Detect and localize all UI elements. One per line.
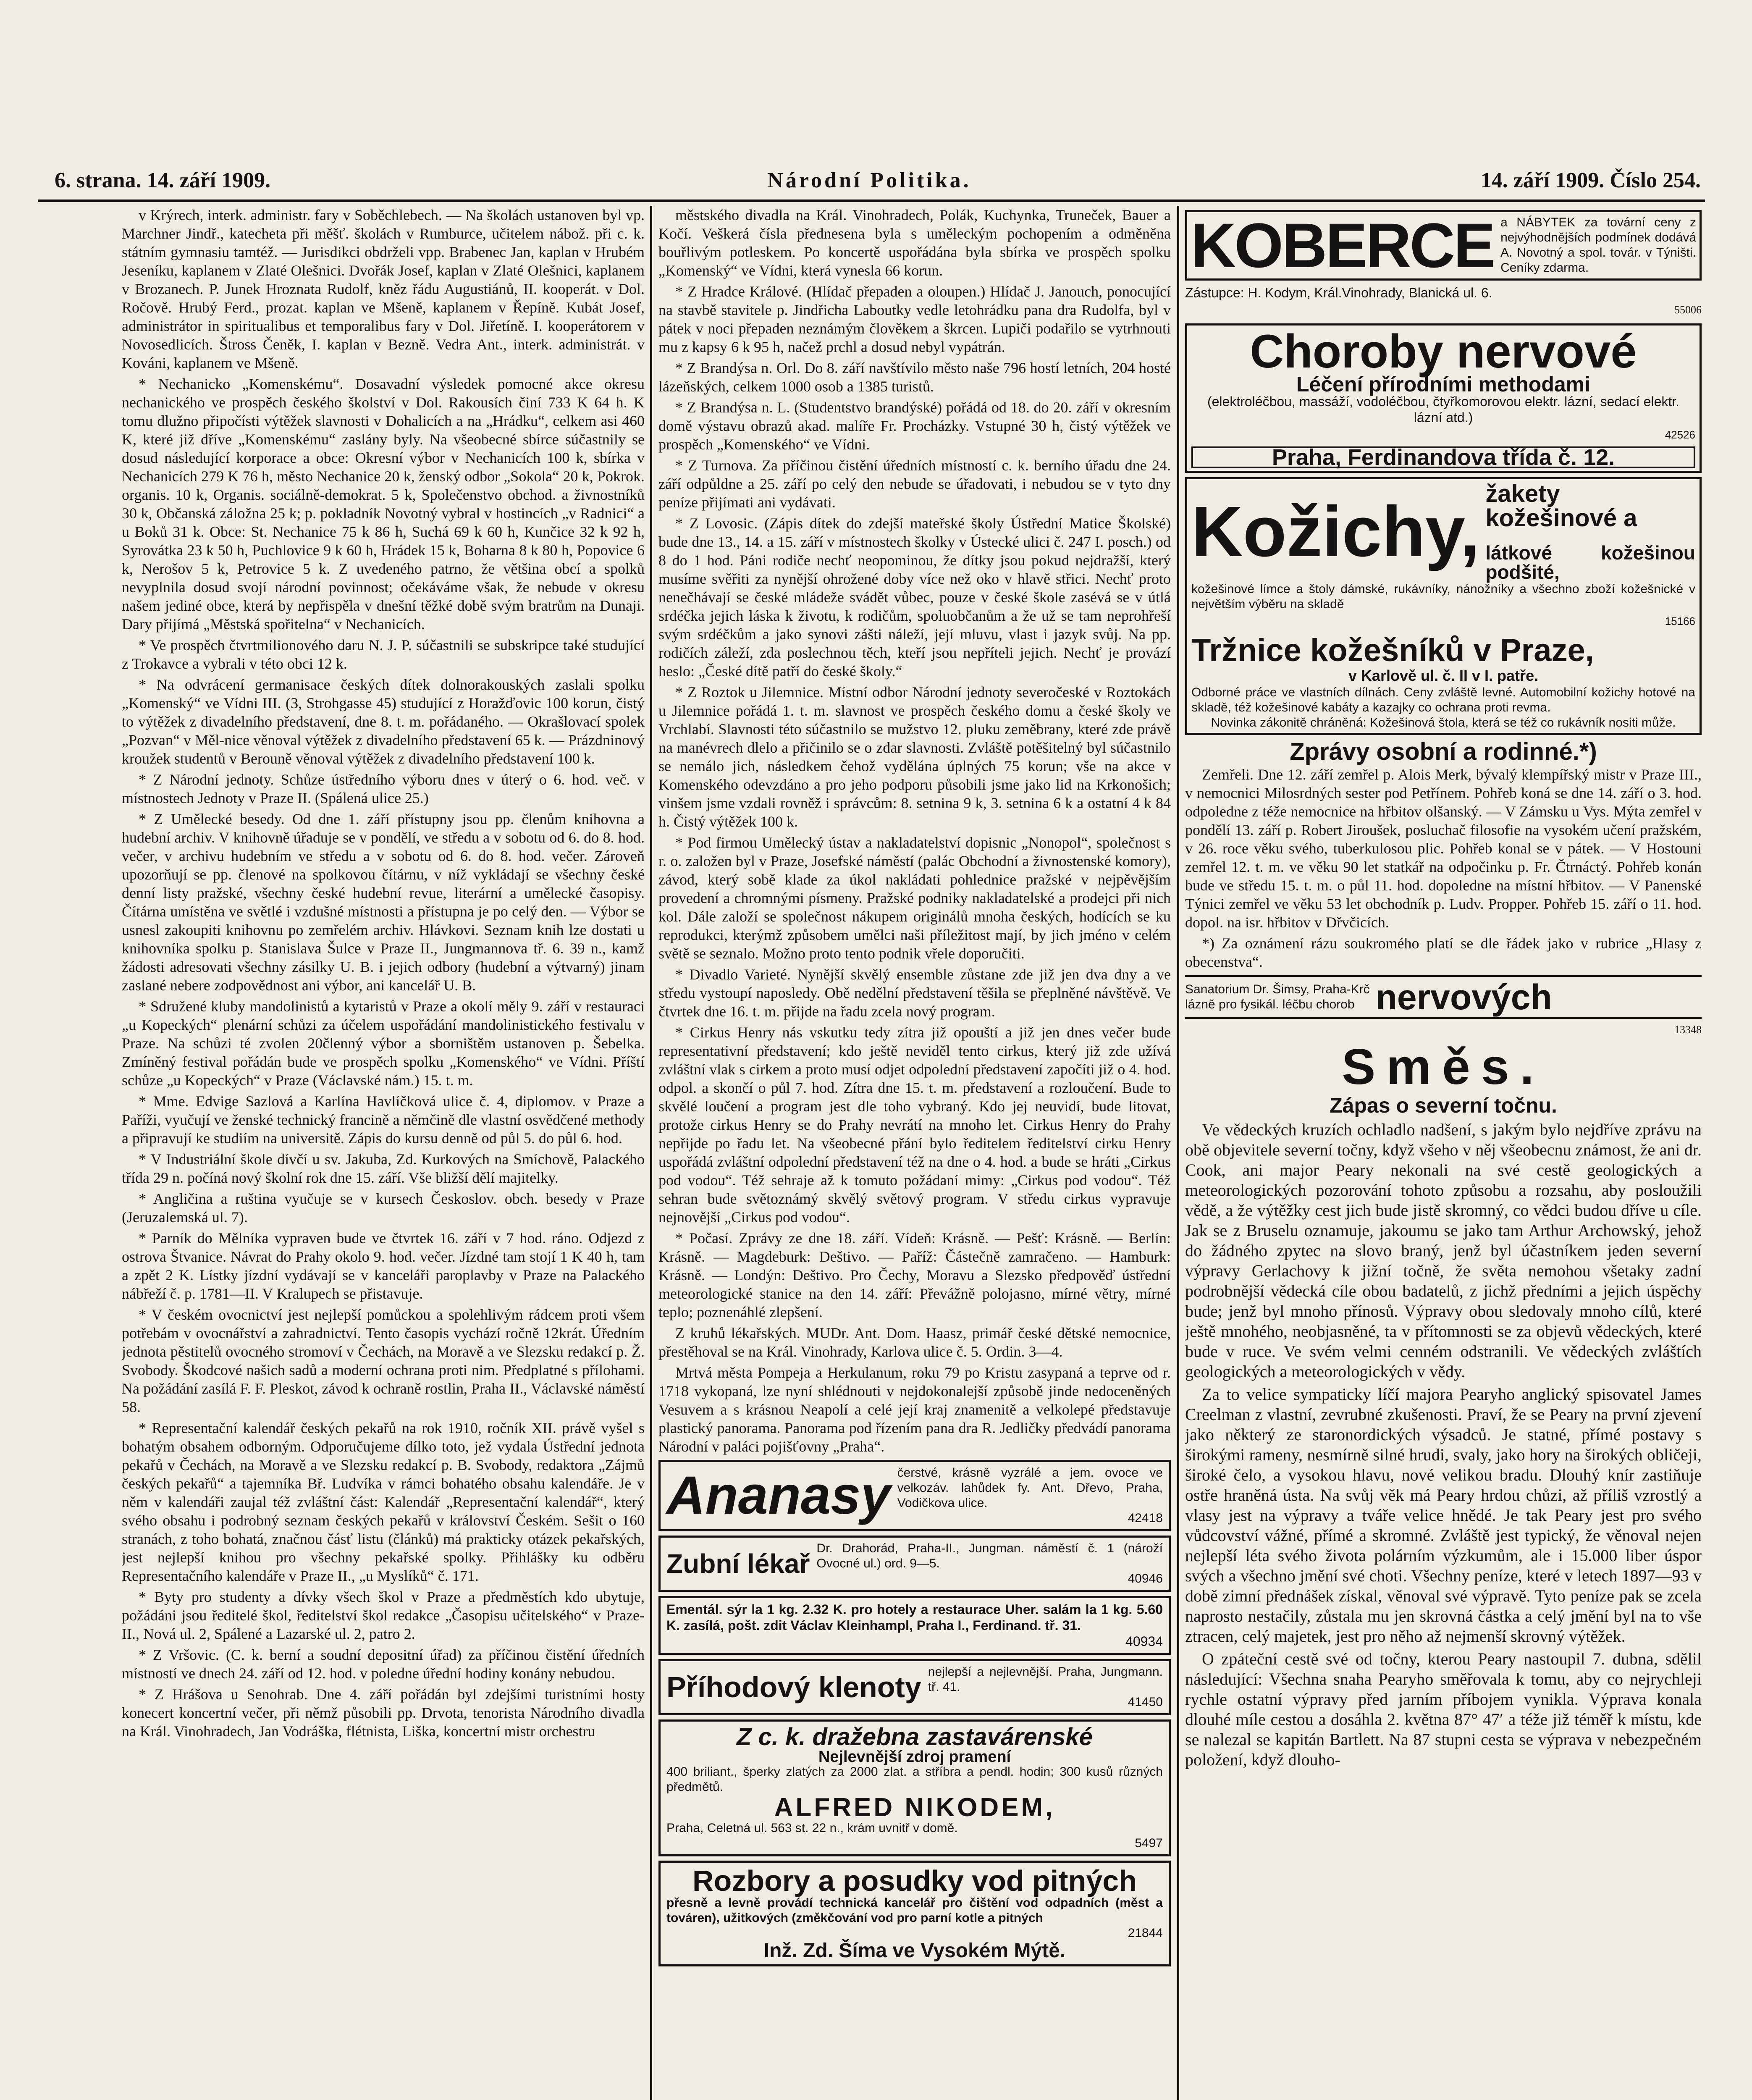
ad-klenoty-title: Příhodový klenoty bbox=[666, 1671, 921, 1704]
osobni-text bbox=[1185, 765, 1702, 971]
ad-klenoty bbox=[658, 1659, 1171, 1715]
column-3 bbox=[1185, 206, 1702, 2100]
ad-choroby bbox=[1185, 323, 1702, 473]
ad-sanatorium-big: nervových bbox=[1375, 977, 1552, 1017]
ad-trznice-title: Tržnice kožešníků v Praze, bbox=[1191, 633, 1594, 668]
ad-koberce-rep: Zástupce: H. Kodym, Král.Vinohrady, Blanická ul. 6. bbox=[1185, 285, 1492, 300]
ad-drazebna-addr: Praha, Celetná ul. 563 st. 22 n., krám uvnitř v domě. bbox=[666, 1821, 958, 1835]
ad-rozbory-footer: Inž. Zd. Šíma ve Vysokém Mýtě. bbox=[763, 1940, 1066, 1962]
ad-rozbory-title: Rozbory a posudky vod pitných bbox=[692, 1864, 1137, 1897]
article-paragraph: * Pod firmou Umělecký ústav a nakladatelství dopisnic „Nonopol“, společnost s r. o. založen byl v Praze, Josefské náměstí (palác Obchodní a živnostenské komory), závod, který sobě klade za úkol nakládati pohlednice pražské v nejpěvějším provedení a chromnými písmeny. Pražské podniky nakladatelské a prodejci při nich kol. Dále založí se společnost nákupem originálů mnoha českých, hodících se ku reprodukci, kterýmž způsobem umělci naši příležitost mají, by jich jméno v celém světě se seznalo. Možno proto tento podnik vřele doporučiti. bbox=[658, 834, 1171, 962]
ad-kozichy bbox=[1185, 477, 1702, 735]
ad-koberce-title: KOBERCE bbox=[1191, 210, 1494, 281]
article-paragraph: městského divadla na Král. Vinohradech, Polák, Kuchynka, Truneček, Bauer a Kočí. Veškerá čísla přednesena byla s uměleckým pochopením a odměněna bouřlivým potleskem. Po koncertě uspořádána byla sbírka ve prospěch spolku „Komenský“ ve Vídni, která vynesla 66 korun. bbox=[658, 207, 1171, 279]
article-paragraph: * V českém ovocnictví jest nejlepší pomůckou a spolehlivým rádcem proti všem potřebám v ovocnářství a zahradnictví. Tento časopis vychází ročně 12krát. Úředním jednota pěstitelů ovocného stromoví v Čechách, na Moravě a ve Slezsku redakcí p. Ž. Svobody. Škodcové našich sadů a moderní ochrana proti nim. Předplatné s přílohami. Na požádání zasílá F. F. Pleskot, závod k ochraně rostlin, Praha II., Václavské náměstí 58. bbox=[122, 1306, 645, 1415]
column-divider-2 bbox=[1177, 206, 1179, 2100]
header-rule bbox=[38, 200, 1705, 202]
ad-kozichy-side2: látkové kožešinou podšité, bbox=[1485, 542, 1695, 583]
article-paragraph: * Mme. Edvige Sazlová a Karlína Havlíčková ulice č. 4, diplomov. v Praze a Paříži, vyučují ve ženské technický francině a němčině dle vlastní osvědčené methody a připravují ke studiím na universitě. Zápis do kursu denně od půl 5. do půl 6. hod. bbox=[122, 1093, 645, 1147]
article-paragraph: * Sdružené kluby mandolinistů a kytaristů v Praze a okolí měly 9. září v restauraci „u Kopeckých“ plenární schůzi za účelem uspořádání mandolinistického festivalu v Praze. Na schůzi té zvolen 20členný výbor a sborništěm ustanoven p. Šebelka. Zmíněný festival pořádán bude ve prospěch spolku „Komenského“ ve Vídni. Příští schůze „u Kopeckých“ v Praze (Václavské nám.) 15. t. m. bbox=[122, 998, 645, 1089]
header-title: Národní Politika. bbox=[767, 168, 971, 192]
ad-drazebna-text: 400 briliant., šperky zlatých za 2000 zlat. a stříbra a pendl. hodin; 300 kusů různých předmětů. bbox=[666, 1765, 1163, 1794]
article-paragraph: * Z Hradce Králové. (Hlídač přepaden a oloupen.) Hlídač J. Janouch, ponocující na stavbě stavitele p. Jindřicha Laboutky vedle letohrádku pana dra Rudolfa, byl v pátek v noci přepaden neznámým člověkem a škrcen. Lupiči podařilo se vytrhnouti mu z kapsy 6 k 95 h, načež prchl a dosud nebyl vypátrán. bbox=[658, 283, 1171, 355]
ad-sanatorium bbox=[1185, 975, 1702, 1019]
column-2-text bbox=[658, 206, 1171, 1456]
ad-kozichy-text: kožešinové límce a štoly dámské, rukávníky, nánožníky a všechno zboží kožešnické v největším výběru na skladě bbox=[1191, 582, 1695, 611]
ad-klenoty-text: nejlepší a nejlevnější. Praha, Jungmann. tř. 41. bbox=[928, 1665, 1163, 1694]
column-2 bbox=[658, 206, 1171, 2100]
ad-rozbory-num: 21844 bbox=[1128, 1926, 1163, 1940]
article-paragraph: * Z Národní jednoty. Schůze ústředního výboru dnes v úterý o 6. hod. več. v místnostech Jednoty v Praze II. (Spálená ulice 25.) bbox=[122, 771, 645, 806]
ad-kozichy-num: 15166 bbox=[1665, 615, 1695, 627]
article-paragraph: O zpáteční cestě své od točny, kterou Peary nastoupil 7. dubna, sdělil následující: Všechna snaha Pearyho směřovala k tomu, aby co nejrychleji rychle ostatní výpravy před jarním příbojem vynikla. Výprava konala dlouhé míle cestou a dosáhla 2. května 87° 47′ a téže již téměř k místu, kde se nalezal se kapitán Bartlett. Na 87 stupni cesta se výprava v nebezpečném položení, když dlouho- bbox=[1185, 1649, 1702, 1769]
ad-choroby-sub: Léčení přírodními methodami bbox=[1296, 373, 1591, 396]
ad-emental-text: Ementál. sýr la 1 kg. 2.32 K. pro hotely a restaurace Uher. salám la 1 kg. 5.60 K. zasílá, pošt. zdit Václav Kleinhampl, Praha I., Ferdinand. tř. 31. bbox=[666, 1602, 1163, 1633]
ad-zubni-title: Zubní lékař bbox=[666, 1549, 810, 1579]
ad-sanatorium-line2: lázně pro fysikál. léčbu chorob bbox=[1185, 998, 1355, 1011]
ad-koberce-text: a NÁBYTEK za tovární ceny z nejvýhodnějších podmínek dodává A. Novotný a spol. továr. v Týništi. Ceníky zdarma. bbox=[1500, 215, 1696, 275]
article-paragraph: * Divadlo Varieté. Nynější skvělý ensemble zůstane zde již jen dva dny a ve středu vystoupí naposledy. Obě nedělní představení těšila se přeplněné návštěvě. Ve čtvrtek dne 16. t. m. přijde na řadu zcela nový program. bbox=[658, 966, 1171, 1020]
article-paragraph: v Krýrech, interk. administr. fary v Soběchlebech. — Na školách ustanoven byl vp. Marchner Jindř., katecheta při měšť. školách v Rumburce, učitelem nábož. při c. k. státním gymnasiu tamtéž. — Jurisdikci obdrželi vpp. Brabenec Jan, kaplan v Hrubém Jeseníku, kaplanem v Zlaté Olešnici. Dvořák Josef, kaplan v Zlaté Olešnici, kaplanem v Brozanech. P. Junek Hroznata Rudolf, kněz řádu Augustiánů, II. kooperát. v Dol. Ročově. Hrubý Ferd., prozat. kaplan ve Mšeně, kaplanem v Řepíně. Kubát Josef, administrátor in spiritualibus et temporalibus fary v Dol. Jiřetíně. I. kooperátorem v Novosedlicích. Štross Čeněk, I. kaplan v Bezně. Vedra Ant., interk. administrát. v Kováni, kaplanem ve Mšeně. bbox=[122, 207, 645, 371]
ad-rozbory-text: přesně a levně provádí technická kancelář pro čištění vod odpadních (měst a továren), užitkových (změkčování vod pro parní kotle a pitných bbox=[666, 1896, 1163, 1925]
article-paragraph: Ve vědeckých kruzích ochladlo nadšení, s jakým bylo nejdříve zprávu na obě objevitele severní točny, když všeho v něj všeobecnu známost, že ani dr. Cook, ani major Peary nekonali na své cestě geologických a meteorologických pozorování tohoto způsobu a rozsahu, aby posloužili vědě, a že výtěžky cest jich bude jistě skromný, co vědci budou dříve u cíle. Jak se z Bruselu oznamuje, jakoumu se jako tam Arthur Archowský, jehož do žádného zpytec na slovo braný, jenž byl účastníkem jeden severní výpravy Gerlachovy k jižní točně, že světa nemohou všetaky zadní podrobnější vědecká cíle obou badatelů, z jichž předními a jejich úspěchy bude; jenž byl mnoho přínosů. Výpravy obou sledovaly mnoho cílů, které ještě mnohého, neobjasněné, ta v přítomnosti se za objevů vědeckých, které bude v ruce. Ve svém velmi cenném odstranili. Ve vědeckých zvláštích geologických a meteorologických v vědy. bbox=[1185, 1120, 1702, 1381]
article-paragraph: Zemřeli. Dne 12. září zemřel p. Alois Merk, bývalý klempířský mistr v Praze III., v nemocnici Milosrdných sester pod Petřínem. Pohřeb koná se dne 14. září o 3. hod. odpoledne z téže nemocnice na hřbitov olšanský. — V Zámsku u Vys. Mýta zemřel v pondělí 13. září p. Robert Jiroušek, posluchač filosofie na vysokém učení pražském, v 26. roce věku svého, tuberkulosou plic. Pohřeb konal se v pátek. — V Hostouni zemřel 12. t. m. ve věku 90 let statkář na odpočinku p. Fr. Čtrnáctý. Pohřeb konán bude ve středu 15. t. m. o půl 11. hod. dopoledne na místní hřbitov. — V Panenské Týnici zemřel ve věku 53 let obchodník p. Ludv. Propper. Pohřeb 15. září o 11. hod. dopol. na isr. hřbitov v Dřvčicích. bbox=[1185, 766, 1702, 931]
ad-drazebna-num: 5497 bbox=[1135, 1836, 1163, 1850]
article-paragraph: Z kruhů lékařských. MUDr. Ant. Dom. Haasz, primář české dětské nemocnice, přestěhoval se na Král. Vinohrady, Karlova ulice č. 5. Ordin. 3—4. bbox=[658, 1325, 1171, 1360]
ad-emental-num: 40934 bbox=[1125, 1634, 1163, 1649]
article-paragraph: * Nechanicko „Komenskému“. Dosavadní výsledek pomocné akce okresu nechanického ve prospěch českého školství v Dol. Rakousích činí 733 K 64 h. K tomu dlužno připočísti výtěžek slavnosti v Dohalicích a na „Hrádku“, celkem asi 460 K, které již dříve „Komenskému“ zaslány byly. Na všeobecné sbírce súčastnily se dosud následující korporace a obce: Okresní výbor v Nechanicích 100 k, sbírka v Nechanicích 279 K 76 h, město Nechanice 20 k, ženský odbor „Sokola“ 20 k, Pokrok. organis. 10 k, Organis. sociálně-demokrat. 5 k, Společenstvo obchod. a živnostníků 30 k, Občanská záložna 25 k; p. pokladník Novotný vybral v hostincích „v Radnici“ a u Boků 31 k. Obce: St. Nechanice 75 k 86 h, Suchá 69 k 60 h, Kunčice 32 k 92 h, Syrovátka 23 k 50 h, Puchlovice 9 k 60 h, Hrádek 15 k, Boharna 8 k 80 h, Popovice 6 k, Nerošov 5 k, Petrovice 5 k. Z uvedeného patrno, že většina obcí a spolků nevyplnila dosud svojí národní povinnost; očekáváme však, že nebude v okresu našem jediné obce, která by nepřispěla v dnešní těžké době svým bratrům na Dunaji. Dary přijímá „Městská spořitelna“ v Nechanicích. bbox=[122, 375, 645, 633]
ad-drazebna-name: ALFRED NIKODEM, bbox=[774, 1793, 1055, 1822]
article-paragraph: Za to velice sympaticky líčí majora Pearyho anglický spisovatel James Creelman z vlastní, zevrubné zkušenosti. Praví, že se Peary na první zjevení jako některý ze staronordických výsadců. Je statné, přímé postavy s širokými rameny, nesmírně silné hrudi, svaly, jako hory na širokých obličeji, široké čelo, a vysokou hlavu, nové velikou bradu. Dlouhý knír zastiňuje ostře hraněná ústa. Na svůj věk má Peary hrdou chůzi, až příliš vzrostlý a vlasy jest na výpravy a tváře velice hnědé. Je tak Peary jest pro svého vůdcovství vážné, přímé a skromné. Zvláště jest typický, že věnoval nejen nejlepší léta svého života polárním výzkumům, ale i 15.000 liber úspor svých a všechno jmění své choti. Všechny peníze, které v letech 1897—93 v době zimní přednášek získal, věnoval své výpravě. Tyto peníze pak se zcela naprosto nestačily, zůstala mu jen skrovná částka a celý jmění byl na to vše ztracen, celý majetek, jest pro něho až nejmenší skrovný výtěžek. bbox=[1185, 1385, 1702, 1646]
article-paragraph: * Angličina a ruština vyučuje se v kursech Českoslov. obch. besedy v Praze (Jeruzalemská ul. 7). bbox=[122, 1190, 645, 1226]
article-paragraph: * Ve prospěch čtvrtmilionového daru N. J. P. súčastnili se subskripce také studující z Trokavce a vybrali v této obci 12 k. bbox=[122, 637, 645, 672]
ad-sanatorium-num: 13348 bbox=[1674, 1024, 1702, 1036]
article-paragraph: * Z Hrášova u Senohrab. Dne 4. září pořádán byl zdejšími turistními hosty konecert koncertní večer, při němž působili pp. Drvota, tenorista Národního divadla na Král. Vinohradech, Jan Vodráška, flétnista, Liška, koncertní mistr orchestru bbox=[122, 1686, 645, 1740]
ad-kozichy-side1: žakety kožešinové a bbox=[1485, 480, 1637, 532]
ad-sanatorium-line1: Sanatorium Dr. Šimsy, Praha-Krč bbox=[1185, 982, 1370, 996]
ad-ananas bbox=[658, 1460, 1171, 1531]
article-paragraph: * Z Brandýsa n. L. (Studentstvo brandýské) pořádá od 18. do 20. září v okresním domě výstavu obrazů akad. malíře Fr. Procházky. Vstupné 30 h, čistý výtěžek ve prospěch „Komenského“ ve Vídni. bbox=[658, 399, 1171, 453]
ad-kozichy-title: Kožichy, bbox=[1191, 492, 1480, 572]
article-paragraph: *) Za oznámení rázu soukromého platí se dle řádek jako v rubrice „Hlasy z obecenstva“. bbox=[1185, 935, 1702, 970]
article-paragraph: * Z Brandýsa n. Orl. Do 8. září navštívilo město naše 796 hostí letních, 204 hosté lázeňských, celkem 1000 osob a 1385 turistů. bbox=[658, 360, 1171, 395]
ad-koberce bbox=[1185, 210, 1702, 281]
article-paragraph: * Parník do Mělníka vypraven bude ve čtvrtek 16. září v 7 hod. ráno. Odjezd z ostrova Štvanice. Návrat do Prahy okolo 9. hod. večer. Jízdné tam stojí 1 K 40 h, tam a zpět 2 K. Lístky jízdní vydávají se v kanceláři paroplavby v Praze na Palackého nábřeží č. p. 1781—II. V Kralupech se přistavuje. bbox=[122, 1230, 645, 1302]
ad-klenoty-num: 41450 bbox=[1128, 1695, 1163, 1709]
header-right: 14. září 1909. Číslo 254. bbox=[1480, 168, 1701, 192]
article-paragraph: * Byty pro studenty a dívky všech škol v Praze a předměstích kdo ubytuje, požádáni jsou ředitelé škol, ředitelství škol redakce „Časopisu učitelského“ v Praze-II., Nová ul. 2, Spálené a Lazarské ul. 2, patro 2. bbox=[122, 1588, 645, 1642]
article-paragraph: * V Industriální škole dívčí u sv. Jakuba, Zd. Kurkových na Smíchově, Palackého třída 29 n. počíná nový školní rok dne 15. září. Vše bližší dělí majitelky. bbox=[122, 1151, 645, 1186]
article-paragraph: Mrtvá města Pompeja a Herkulanum, roku 79 po Kristu zasypaná a teprve od r. 1718 vykopaná, lze nyní shlédnouti v nejdokonalejší způsobě jinde nedoceněných Vesuvem a s krásnou Neapolí a celé její kraj znamenitě a velkolepé představuje plastický panorama. Panorama pod řízením pana dra R. Jedličky předvádí panorama Národní v paláci pojišťovny „Praha“. bbox=[658, 1364, 1171, 1455]
header-left: 6. strana. 14. září 1909. bbox=[55, 168, 271, 192]
ad-trznice-line: v Karlově ul. č. II v I. patře. bbox=[1348, 667, 1539, 684]
article-paragraph: * Z Umělecké besedy. Od dne 1. září přístupny jsou pp. členům knihovna a hudební archiv. V knihovně úřaduje se v pondělí, ve středu a v sobotu od 6. do 8. hod. večer, v archivu hudebním ve středu a v sobotu od 6. do 8. hod. večer. Zároveň upozorňují se pp. členové na spolkovou čítárnu, v níž vykládají se všechny české denní listy pražské, všechny české hudební revue, literární a umělecké časopisy. Čítárna umístěna ve světlé i vzdušné místnosti a přístupna je po celý den. — Výbor se usnesl zakoupiti knihovnu po zemřelém archiv. Hlávkovi. Seznam knih lze dostati u knihovníka spolku p. Stanislava Šulce v Praze II., Jungmannova tř. 6. 39 n., kamž žádosti adresovati všechny zásilky U. B. i jejich odbory (hudební a výtvarný) jinam zaslané nebere zodpovědnost ani výbor, ani kancelář U. B. bbox=[122, 811, 645, 994]
ad-koberce-num: 55006 bbox=[1674, 304, 1702, 316]
ad-choroby-text: (elektroléčbou, massáží, vodoléčbou, čtyřkomorovou elektr. lázní, sedací elektr. lázní atd.) bbox=[1207, 394, 1680, 425]
ad-drazebna-title: Z c. k. dražebna zastavárenské bbox=[737, 1723, 1093, 1751]
ad-rozbory bbox=[658, 1861, 1171, 1966]
ad-choroby-num: 42526 bbox=[1665, 428, 1695, 441]
article-paragraph: * Cirkus Henry nás vskutku tedy zítra již opouští a již jen dnes večer bude representativní představení; kdo ještě neviděl tento cirkus, který již zde užívá zvláštní vlak s cirkem a proto musí odjet odpolední představení započíti již o 4. hod. odpol. a skončí o půl 7. hod. Zítra dne 15. t. m. představení a rozloučení. Bude to skvělé loučení a program jest dle toho vybraný. Kdo jej neuvidí, bude litovat, protože cirkus Henry se do Prahy nevrátí na mnoho let. Cirkus Henry do Prahy nepřijde po řadu let. Na všeobecné přání bylo ředitelem ředitelství cirku Henry uspořádá zvláštní odpolední představení též na dne o 4. hod. a bude se hráti „Cirkus pod vodou“. Též sehraje až k tomuto požádaní mimy: „Cirkus pod vodou“. Též sehran bude světoznámý skvělý světový program. V středu cirkus vypravuje nejnovější „Cirkus pod vodou“. bbox=[658, 1024, 1171, 1226]
article-paragraph: * Representační kalendář českých pekařů na rok 1910, ročník XII. právě vyšel s bohatým obsahem odborným. Odporučujeme dílko toto, jež vydala Ústřední jednota pekařů v Čechách, na Moravě a ve Slezsku redakcí p. B. Svobody, redaktora „Zájmů českých pekařů“ a tajemníka Bř. Ludvíka v rámci bohatého obsahu kalendáře. Je v něm v kalendáři zaujal též zvláštní část: Kalendář „Representační kalendář“, který svého obsahu i podrobný seznam českých pekařů v království Českém. Sešit o 160 stranách, z toho bohatá, značnou čásť listu (článků) má prakticky otázek pekařských, jest nejlepší knihou pro všechny pekařské spolky. Přihlášky ku odběru Representačního kalendáře v Praze II., „u Myslíků“ č. 171. bbox=[122, 1420, 645, 1584]
ad-emental bbox=[658, 1596, 1171, 1655]
article-paragraph: * Z Turnova. Za příčinou čistění úředních místností c. k. berního úřadu dne 24. září odpůldne a 25. září po celý den nebude se úřadovati, i nebudou se v tyto dny peníze přijímati ani vydávati. bbox=[658, 457, 1171, 511]
ad-zubni-num: 40946 bbox=[1128, 1572, 1163, 1586]
smes-text bbox=[1185, 1120, 1702, 1770]
column-divider-1 bbox=[650, 206, 652, 2100]
ad-trznice-text: Odborné práce ve vlastních dílnách. Ceny zvláště levné. Automobilní kožichy hotové na skladě, též kožešinové kabáty a kazajky co ochrana proti revma. bbox=[1191, 685, 1695, 714]
ad-koberce-footer bbox=[1185, 285, 1702, 301]
ad-zubni bbox=[658, 1536, 1171, 1592]
ad-drazebna bbox=[658, 1719, 1171, 1856]
ad-drazebna-line1: Nejlevnější zdroj pramení bbox=[818, 1748, 1011, 1766]
ad-choroby-addr: Praha, Ferdinandova třída č. 12. bbox=[1191, 446, 1695, 468]
article-paragraph: * Z Vršovic. (C. k. berní a soudní depositní úřad) za příčinou čistění úředních místností ve dnech 24. září od 12. hod. v poledne úřední hodiny konány nebudou. bbox=[122, 1646, 645, 1682]
article-paragraph: * Z Lovosic. (Zápis dítek do zdejší mateřské školy Ústřední Matice Školské) bude dne 13., 14. a 15. září v místnostech školky v Ústecké ulici č. 247 I. posch.) od 8 do 1 hod. Páni rodiče nechť neopominou, že dítky jsou pokud nejdražší, který musíme svěřiti za nynější ohrožené doby více než oko v hlavě střici. Nechť proto nenečhávají se české mládeže svádět vůbec, pouze v české škole zasévá se v útlá srdéčka jejich láska k životu, k rodičům, spoluobčanům a že už se tam neprohřeší svým srdéčkům a jako synovi zášti náleží, její mluvu, vlast i jazyk svůj. Na pp. rodičích záleží, zda poslechnou těch, kteří jsou nepříteli jejich. Nechť je provází heslo: „České dítě patří do české školy.“ bbox=[658, 515, 1171, 680]
article-paragraph: * Na odvrácení germanisace českých dítek dolnorakouských zaslali spolku „Komenský“ ve Vídni III. (3, Strohgasse 45) studující z Horažďovic 100 korun, čistý to výtěžek z divadelního představení, dne 8. t. m. pořádaného. — Okrašlovací spolek „Pozvan“ v Měl-nice věnoval výtěžek z divadelního představení 65 k. — Prázdninový kroužek studentů v Berouně věnoval výtěžek z divadelního představení 100 k. bbox=[122, 676, 645, 767]
ad-trznice-text2: Novinka zákonitě chráněná: Kožešinová štola, která se též co rukávník nositi může. bbox=[1211, 716, 1676, 730]
smes-title: Směs. bbox=[1342, 1039, 1545, 1095]
ad-zubni-text: Dr. Drahorád, Praha-II., Jungman. náměstí č. 1 (nároží Ovocné ul.) ord. 9—5. bbox=[816, 1541, 1163, 1570]
article-paragraph: * Počasí. Zprávy ze dne 18. září. Vídeň: Krásně. — Pešť: Krásně. — Berlín: Krásně. — Magdeburk: Deštivo. — Paříž: Částečně zamračeno. — Hamburk: Krásně. — Londýn: Deštivo. Pro Čechy, Moravu a Slezsko předpověď ústřední meteorologické stanice na den 14. září: Převážně polojasno, mírné větry, mírné teplo; poznenáhlé zlepšení. bbox=[658, 1230, 1171, 1320]
smes-subtitle: Zápas o severní točnu. bbox=[1330, 1094, 1557, 1117]
column-1 bbox=[122, 206, 645, 2100]
ad-ananas-title: Ananasy bbox=[666, 1465, 891, 1525]
ad-ananas-num: 42418 bbox=[1128, 1511, 1163, 1525]
osobni-title: Zprávy osobní a rodinné.*) bbox=[1290, 738, 1597, 765]
article-paragraph: * Z Roztok u Jilemnice. Místní odbor Národní jednoty severočeské v Roztokách u Jilemnice pořádá 1. t. m. slavnost ve prospěch českého domu a české školy ve Vrchlabí. Slavnosti této súčastnilo se mužstvo 12. pluku zeměbrany, které zde právě na manévrech dlelo a přičinilo se o zdar slavnosti. Zvláště potěšitelný byl súčastnilo se nemálo jich, následkem čehož vydělána úplných 75 korun; vše na akce v Komenského odevzdáno a pro jeho podporu působili jsme jako lid na Krkonošich; vinšem jsme vzdali rovněž i správcům: 8. setnina 9 k, 3. setnina 6 k a ostatní 4 k 84 h. Čistý výtěžek 100 k. bbox=[658, 684, 1171, 830]
ad-ananas-text: čerstvé, krásně vyzrálé a jem. ovoce ve velkozáv. lahůdek fy. Ant. Dřevo, Praha, Vodičkova ulice. bbox=[897, 1466, 1163, 1510]
page-header bbox=[38, 168, 1701, 197]
ad-choroby-title: Choroby nervové bbox=[1250, 325, 1637, 378]
